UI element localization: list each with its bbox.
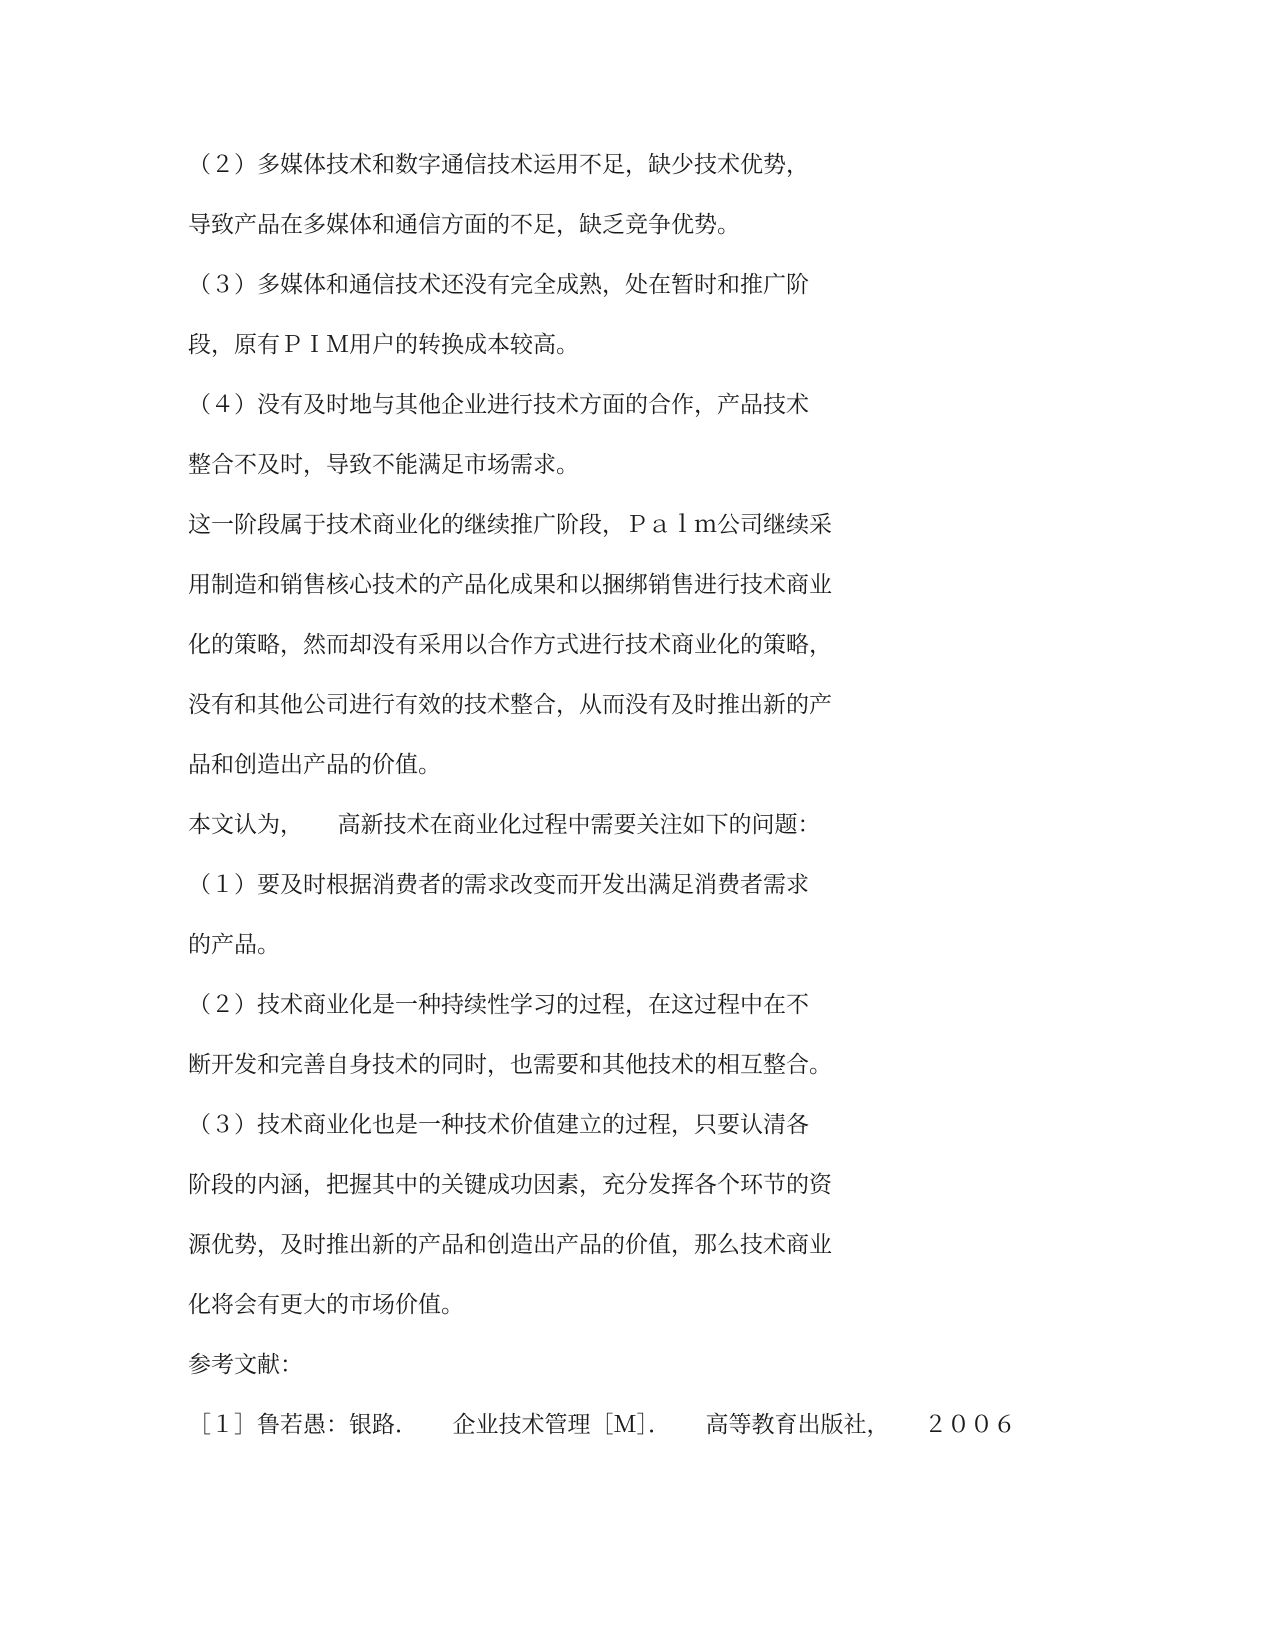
references-heading: 参考文献： — [188, 1352, 303, 1378]
text-line: （３）多媒体和通信技术还没有完全成熟，处在暂时和推广阶 — [188, 272, 809, 298]
text-line: 源优势，及时推出新的产品和创造出产品的价值，那么技术商业 — [188, 1232, 832, 1258]
text-line: （４）没有及时地与其他企业进行技术方面的合作，产品技术 — [188, 392, 809, 418]
text-line: 品和创造出产品的价值。 — [188, 752, 441, 778]
text-line: 没有和其他公司进行有效的技术整合，从而没有及时推出新的产 — [188, 692, 832, 718]
text-line: （２）技术商业化是一种持续性学习的过程，在这过程中在不 — [188, 992, 809, 1018]
text-line: 的产品。 — [188, 932, 280, 958]
text-line: （１）要及时根据消费者的需求改变而开发出满足消费者需求 — [188, 872, 809, 898]
text-line: 段，原有ＰＩＭ用户的转换成本较高。 — [188, 332, 579, 358]
text-line: 阶段的内涵，把握其中的关键成功因素，充分发挥各个环节的资 — [188, 1172, 832, 1198]
text-line: 导致产品在多媒体和通信方面的不足，缺乏竞争优势。 — [188, 212, 740, 238]
text-line: 整合不及时，导致不能满足市场需求。 — [188, 452, 579, 478]
text-line: 化将会有更大的市场价值。 — [188, 1292, 464, 1318]
text-line: （２）多媒体技术和数字通信技术运用不足，缺少技术优势， — [188, 152, 809, 178]
reference-item: ［１］鲁若愚：银路． 企业技术管理［Ｍ］． 高等教育出版社， ２００６ — [188, 1412, 1016, 1438]
text-line: 这一阶段属于技术商业化的继续推广阶段，Ｐａｌｍ公司继续采 — [188, 512, 832, 538]
text-line: 本文认为， 高新技术在商业化过程中需要关注如下的问题： — [188, 812, 821, 838]
text-line: 化的策略，然而却没有采用以合作方式进行技术商业化的策略， — [188, 632, 832, 658]
text-line: （３）技术商业化也是一种技术价值建立的过程，只要认清各 — [188, 1112, 809, 1138]
text-line: 用制造和销售核心技术的产品化成果和以捆绑销售进行技术商业 — [188, 572, 832, 598]
text-line: 断开发和完善自身技术的同时，也需要和其他技术的相互整合。 — [188, 1052, 832, 1078]
